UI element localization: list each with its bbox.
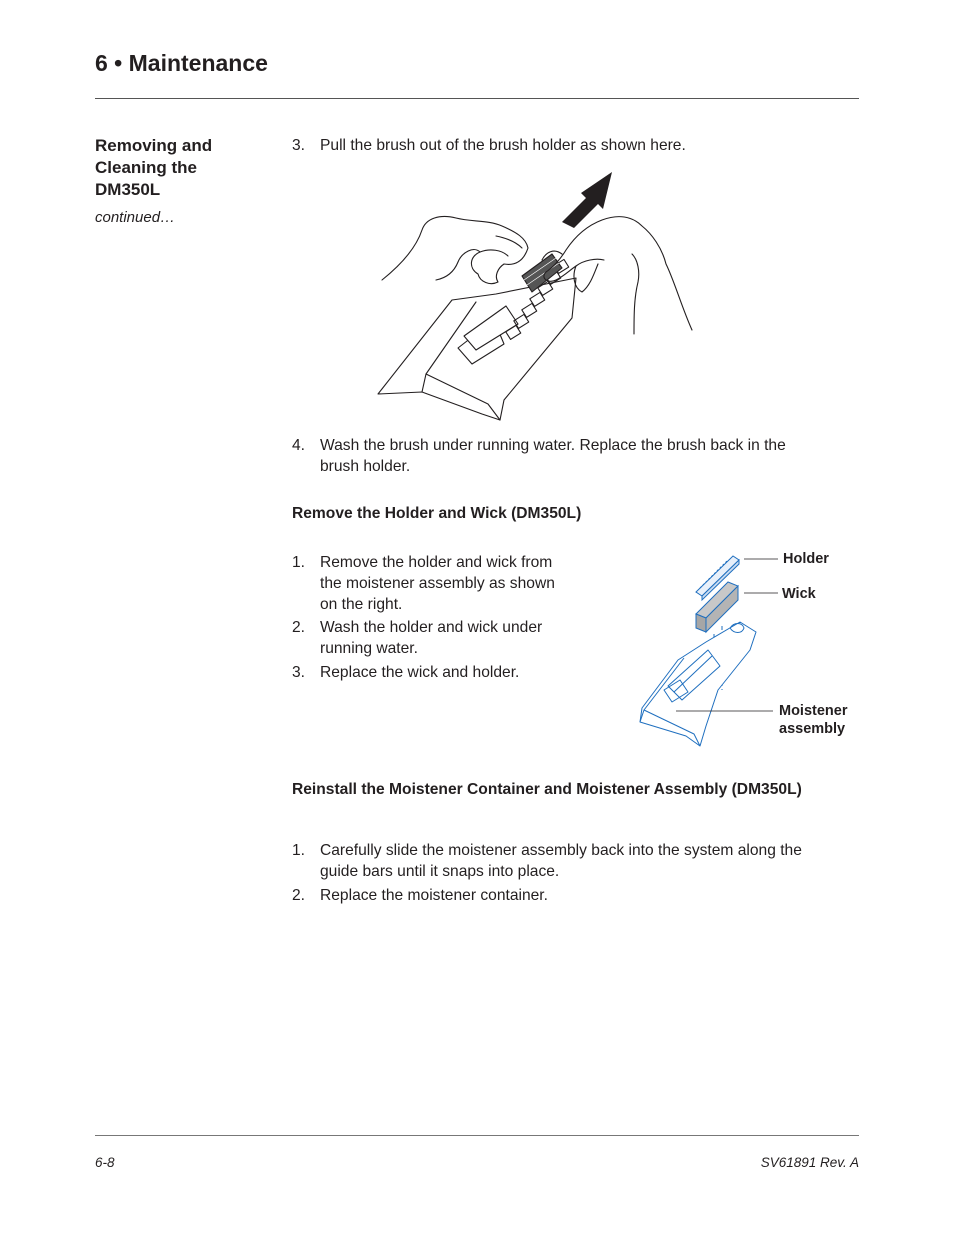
reinstall-step-1 [292,840,862,882]
step-text [320,617,542,659]
callout-leader-lines [640,550,800,720]
step-text-line: guide bars until it snaps into place. [320,863,560,880]
holder-wick-heading: Remove the Holder and Wick (DM350L) [292,505,582,522]
header-divider [95,98,859,99]
step-number: 1. [292,842,306,859]
step-number: 3. [292,137,306,154]
footer-divider [95,1135,859,1136]
continued-note: continued… [95,209,176,226]
reinstall-heading: Reinstall the Moistener Container and Moistener Assembly (DM350L) [292,781,802,798]
step-text-line: Carefully slide the moistener assembly back into the system along the [320,842,802,859]
chapter-title: 6 • Maintenance [95,50,268,76]
step-text-line: Wash the brush under running water. Replace the brush back in the [320,437,786,454]
brush-removal-illustration [376,168,696,424]
page-number: 6-8 [95,1155,115,1170]
side-heading-line: Cleaning the [95,158,198,177]
holder-step-1 [292,552,592,616]
brush-step-4 [292,435,862,477]
step-text [320,840,802,882]
step-text-line: Remove the holder and wick from [320,554,553,571]
side-heading-line: DM350L [95,180,161,199]
step-number: 1. [292,554,306,571]
step-number: 3. [292,664,306,681]
callout-line: assembly [779,721,846,737]
moistener-assembly-callout [779,702,848,738]
document-revision: SV61891 Rev. A [760,1155,859,1170]
side-heading-line: Removing and [95,136,213,155]
step-text [320,552,555,615]
wick-callout: Wick [782,586,816,602]
step-text: Pull the brush out of the brush holder as shown here. [320,137,686,154]
step-number: 2. [292,887,306,904]
step-text: Replace the wick and holder. [320,664,520,681]
step-text-line: the moistener assembly as shown [320,575,555,592]
step-text-line: Wash the holder and wick under [320,619,543,636]
step-text-line: on the right. [320,596,403,613]
step-text-line: running water. [320,640,418,657]
step-text [320,435,786,477]
section-side-heading [95,135,265,201]
step-number: 2. [292,619,306,636]
holder-callout: Holder [783,551,829,567]
callout-line: Moistener [779,703,848,719]
holder-step-2 [292,617,592,659]
step-text-line: brush holder. [320,458,411,475]
step-number: 4. [292,437,306,454]
step-text: Replace the moistener container. [320,887,548,904]
